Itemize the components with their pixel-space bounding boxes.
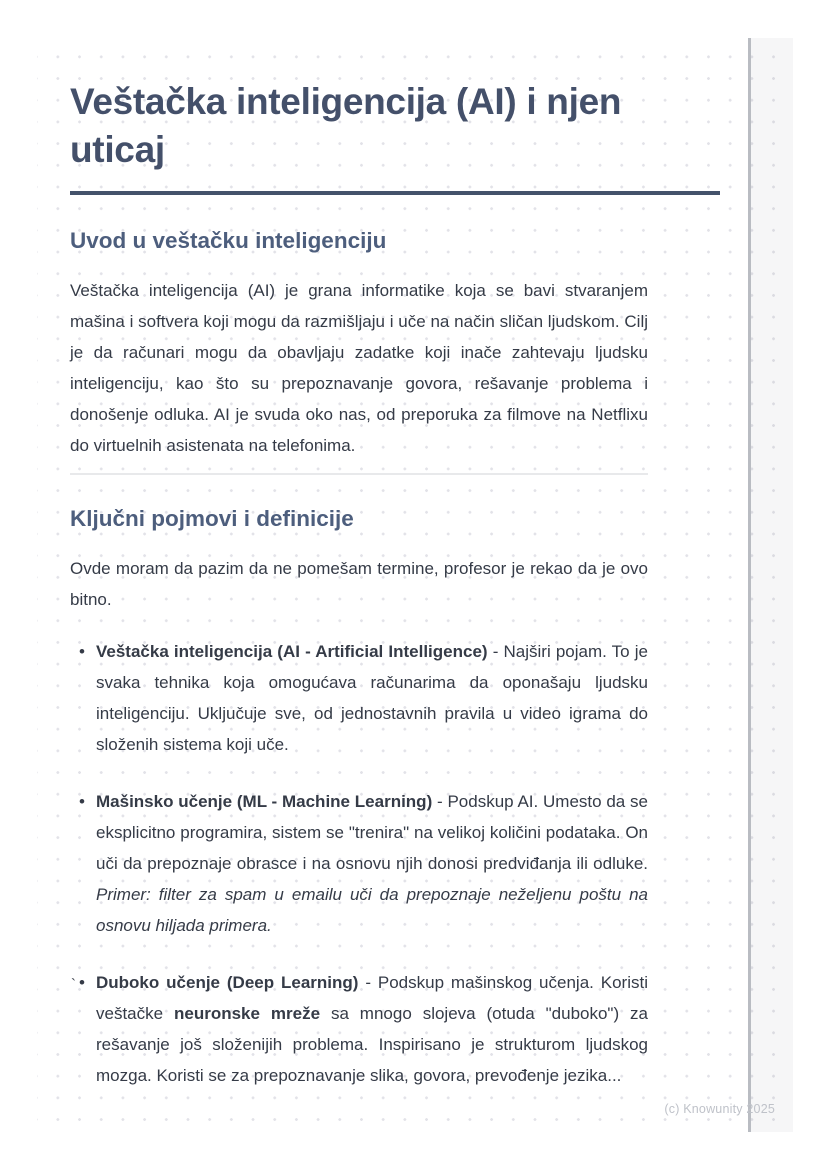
text-segment-normal: sa mnogo slojeva (otuda "duboko") za rešavanje još složenijih problema. Inspirisano je strukturom ljudskog mozga. Koristi se za prepoznavanje slika, govora, prevođenje jezika... [96,1004,648,1085]
bullet-dot-icon: • [79,973,85,992]
list-item [70,636,648,760]
text-segment-normal: - Najširi pojam. To je svaka tehnika koja omogućava računarima da oponašaju ljudsku inteligenciju. Uključuje sve, od jednostavnih pravila u video igrama do složenih sistema koji uče. [96,642,648,754]
text-segment-normal: - Podskup mašinskog učenja. Koristi veštačke [96,973,648,1023]
bullet-text [96,636,648,760]
text-segment-bold: Duboko učenje (Deep Learning) [96,973,359,992]
text-segment-normal: - Podskup AI. Umesto da se eksplicitno programira, sistem se "trenira" na velikoj količini podataka. On uči da prepoznaje obrasce i na osnovu njih donosi predviđanja ili odluke. [96,792,648,873]
section-heading-terms: Ključni pojmovi i definicije [70,506,354,531]
right-margin-line [748,38,751,1132]
text-segment-bold: Mašinsko učenje (ML - Machine Learning) [96,792,433,811]
list-item [70,786,648,941]
page-title: Veštačka inteligencija (AI) i njen uticaj [70,81,622,170]
title-rule [70,191,720,195]
text-segment-bold: Veštačka inteligencija (AI - Artificial Intelligence) [96,642,488,661]
bullet-dot-icon: • [79,642,85,661]
bullet-dot-icon: • [79,792,85,811]
section-heading-intro: Uvod u veštačku inteligenciju [70,228,387,253]
bullet-list [70,636,648,1091]
list-item [70,967,648,1091]
bullet-text [96,967,648,1091]
text-segment-bold: neuronske mreže [174,1004,321,1023]
terms-paragraph: Ovde moram da pazim da ne pomešam termine, profesor je rekao da je ovo bitno. [70,559,648,609]
section-divider [70,473,648,475]
text-segment-italic: Primer: filter za spam u emailu uči da prepoznaje neželjenu poštu na osnovu hiljada primera. [96,885,648,935]
stray-backtick: ` [71,976,76,993]
intro-paragraph: Veštačka inteligencija (AI) je grana informatike koja se bavi stvaranjem mašina i softvera koji mogu da razmišljaju i uče na način sličan ljudskom. Cilj je da računari mogu da obavljaju zadatke koji inače zahtevaju ljudsku inteligenciju, kao što su prepoznavanje govora, rešavanje problema i donošenje odluka. AI je svuda oko nas, od preporuka za filmove na Netflixu do virtuelnih asistenata na telefonima. [70,281,648,455]
footer-credit: (c) Knowunity 2025 [664,1102,775,1116]
bullet-text [96,786,648,941]
notebook-page [37,38,793,1132]
right-margin-strip [751,38,793,1132]
document-content [70,38,720,1091]
